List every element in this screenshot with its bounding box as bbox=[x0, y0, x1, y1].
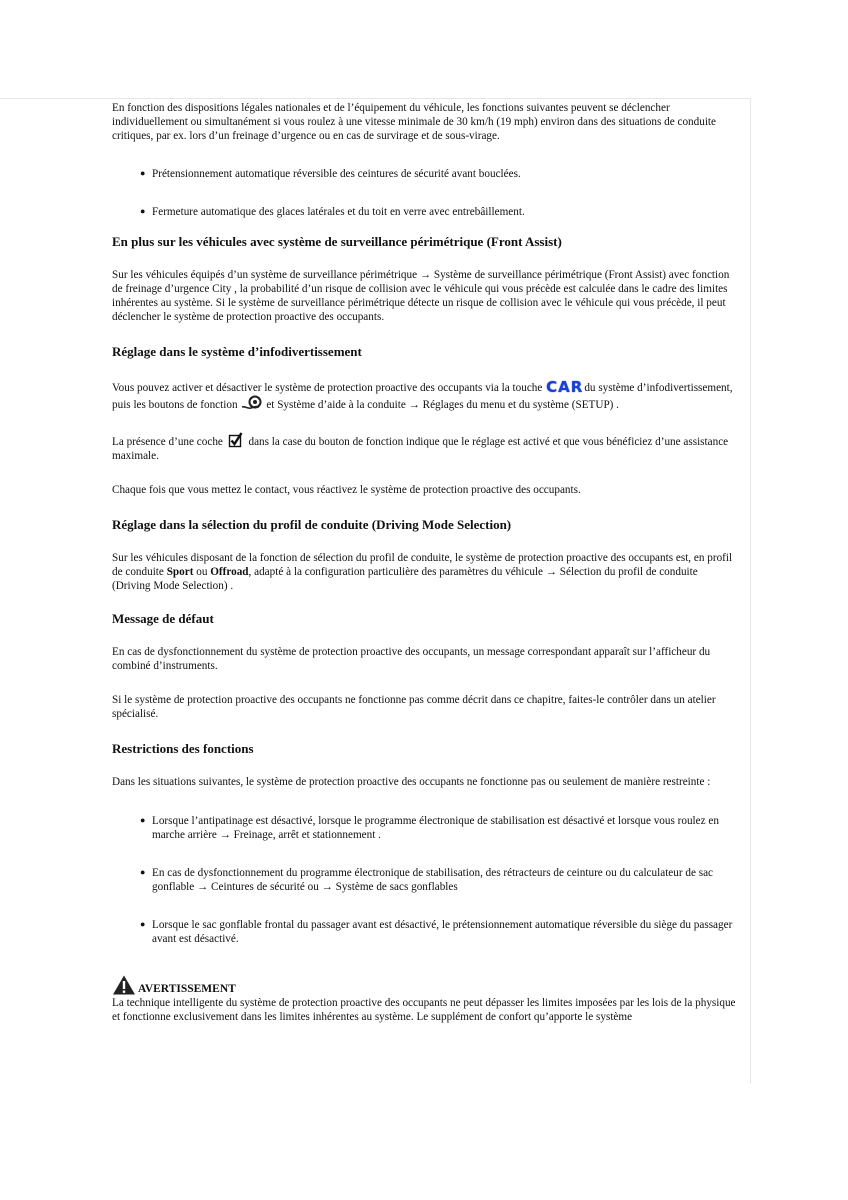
infotainment-paragraph: Vous pouvez activer et désactiver le système de protection proactive des occupants via la touche CARdu système d’infodivertissement, puis les boutons de fonction et Système d’aide à la conduite → Réglages du menu et du système (SETUP) . bbox=[112, 378, 733, 411]
list-item: ● Lorsque l’antipatinage est désactivé, lorsque le programme électronique de stabilisation est désactivé et lorsque vous roulez en marche arrière → Freinage, arrêt et stationnement . bbox=[140, 815, 719, 841]
bullet-icon: ● bbox=[140, 206, 146, 216]
assistance-gear-icon bbox=[240, 395, 266, 411]
fault-paragraph-1: En cas de dysfonctionnement du système de protection proactive des occupants, un message correspondant apparaît sur l’afficheur du combiné d’instruments. bbox=[112, 646, 711, 672]
intro-bullet-list bbox=[112, 166, 738, 219]
infotainment-heading: Réglage dans le système d’infodivertissement bbox=[112, 344, 362, 359]
top-rule bbox=[0, 98, 751, 99]
bullet-icon: ● bbox=[140, 867, 146, 877]
driving-mode-heading: Réglage dans la sélection du profil de conduite (Driving Mode Selection) bbox=[112, 517, 512, 532]
list-item: ● Fermeture automatique des glaces latérales et du toit en verre avec entrebâillement. bbox=[140, 206, 525, 218]
fault-paragraph-2: Si le système de protection proactive des occupants ne fonctionne pas comme décrit dans ce chapitre, faites-le contrôler dans un atelier spécialisé. bbox=[112, 694, 716, 720]
bullet-icon: ● bbox=[140, 168, 146, 178]
warning-header bbox=[112, 974, 738, 996]
restrictions-bullet-list bbox=[112, 813, 738, 946]
list-item: ● En cas de dysfonctionnement du programme électronique de stabilisation, des rétracteurs de ceinture ou du calculateur de sac gonflable → Ceintures de sécurité ou → Système de sacs gonflables bbox=[140, 867, 714, 893]
warning-title: AVERTISSEMENT bbox=[138, 983, 236, 995]
front-assist-paragraph: Sur les véhicules équipés d’un système de surveillance périmétrique → Système de surveillance périmétrique (Front Assist) avec fonction de freinage d’urgence City , la probabilité d’un risque de collision avec le véhicule qui vous précède est calculée dans le cadre des limites inhérentes au système. Si le système de surveillance périmétrique détecte un risque de collision avec le véhicule qui vous précède, il peut déclencher le système de protection proactive des occupants. bbox=[112, 269, 730, 323]
ignition-paragraph: Chaque fois que vous mettez le contact, vous réactivez le système de protection proactive des occupants. bbox=[112, 484, 581, 496]
bullet-icon: ● bbox=[140, 815, 146, 825]
warning-triangle-icon bbox=[112, 974, 136, 996]
list-item: ● Lorsque le sac gonflable frontal du passager avant est désactivé, le prétensionnement automatique réversible du siège du passager avant est désactivé. bbox=[140, 919, 733, 945]
list-item: ● Prétensionnement automatique réversible des ceintures de sécurité avant bouclées. bbox=[140, 168, 521, 180]
restrictions-heading: Restrictions des fonctions bbox=[112, 741, 254, 756]
warning-paragraph: La technique intelligente du système de protection proactive des occupants ne peut dépasser les limites imposées par les lois de la physique et fonctionne exclusivement dans les limites inhérentes au système. Le supplément de confort qu’apporte le système bbox=[112, 997, 736, 1023]
checkbox-checked-icon bbox=[228, 432, 244, 448]
front-assist-heading: En plus sur les véhicules avec système de surveillance périmétrique (Front Assist) bbox=[112, 234, 562, 249]
bullet-icon: ● bbox=[140, 919, 146, 929]
checkmark-paragraph: La présence d’une coche dans la case du bouton de fonction indique que le réglage est activé et que vous bénéficiez d’une assistance maximale. bbox=[112, 432, 738, 463]
fault-heading: Message de défaut bbox=[112, 611, 214, 626]
restrictions-intro: Dans les situations suivantes, le système de protection proactive des occupants ne fonctionne pas ou seulement de manière restreinte : bbox=[112, 776, 711, 788]
car-key-icon: CAR bbox=[546, 378, 584, 396]
driving-mode-paragraph: Sur les véhicules disposant de la fonction de sélection du profil de conduite, le système de protection proactive des occupants est, en profil de conduite Sport ou Offroad, adapté à la configuration particulière des paramètres du véhicule → Sélection du profil de conduite (Driving Mode Selection) . bbox=[112, 552, 733, 592]
right-rule bbox=[750, 98, 751, 1084]
document-body bbox=[112, 101, 738, 1024]
intro-paragraph: En fonction des dispositions légales nationales et de l’équipement du véhicule, les fonctions suivantes peuvent se déclencher individuellement ou simultanément si vous roulez à une vitesse minimale de 30 km/h (19 mph) environ dans des situations de conduite critiques, par ex. lors d’un freinage d’urgence ou en cas de survirage et de sous-virage. bbox=[112, 102, 717, 142]
